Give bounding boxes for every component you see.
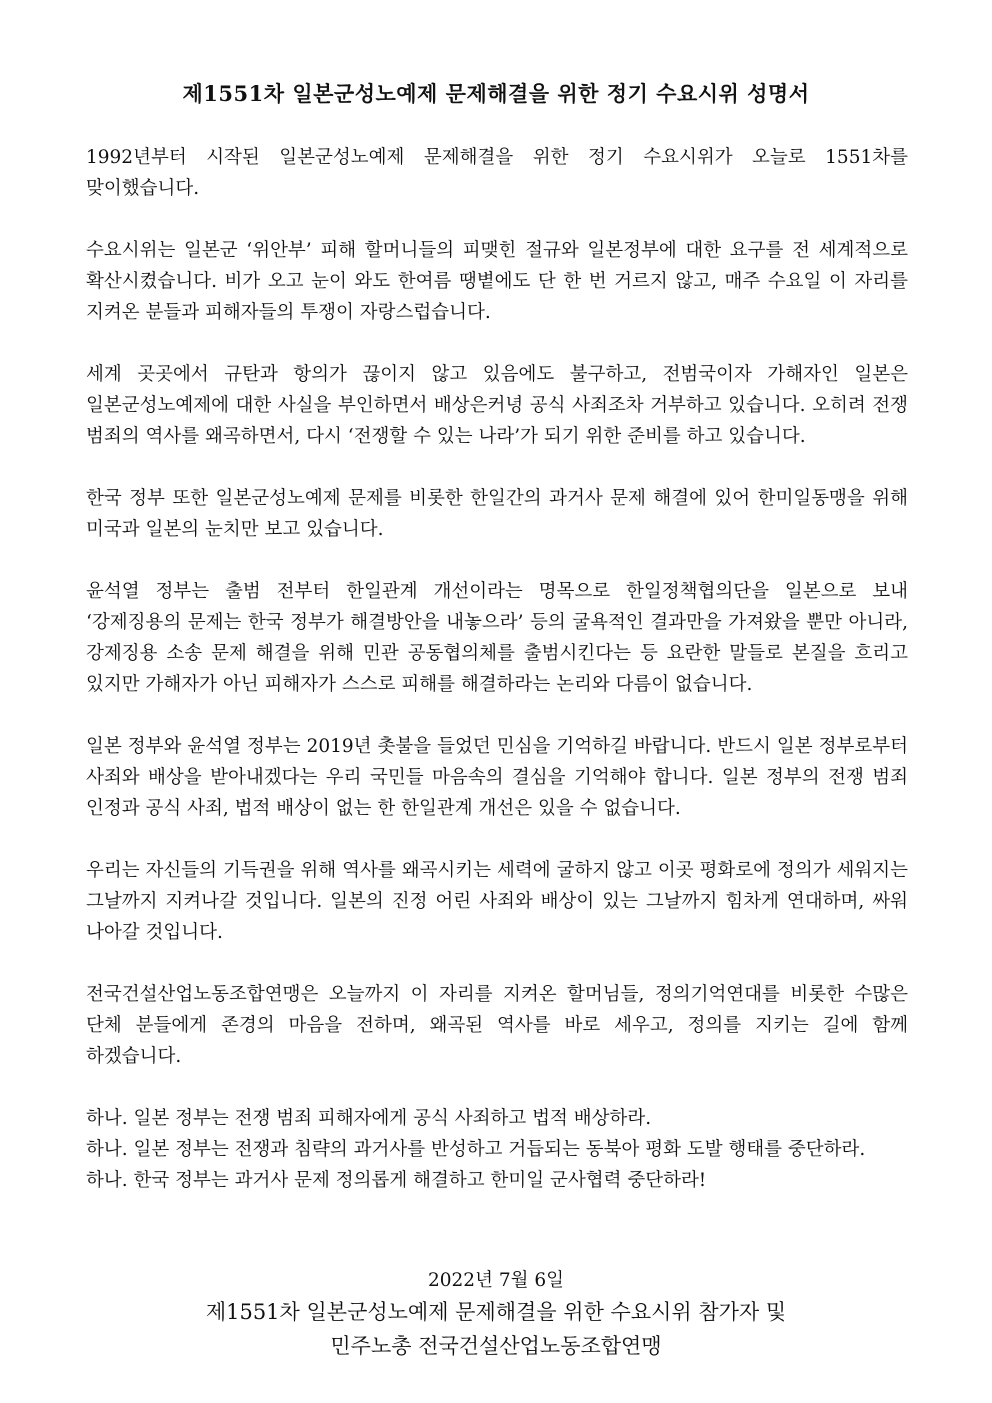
statement-date: 2022년 7월 6일	[428, 1270, 564, 1291]
signer-line-2: 민주노총 전국건설산업노동조합연맹	[330, 1334, 662, 1358]
paragraph-7: 우리는 자신들의 기득권을 위해 역사를 왜곡시키는 세력에 굴하지 않고 이곳 평화로에 정의가 세워지는 그날까지 지켜나갈 것입니다. 일본의 진정 어린 사죄와 배상이 있는 그날까지 힘차게 연대하며, 싸워 나아갈 것입니다.	[86, 860, 908, 943]
signer-line-1: 제1551차 일본군성노예제 문제해결을 위한 수요시위 참가자 및	[205, 1300, 787, 1324]
document-title: 제1551차 일본군성노예제 문제해결을 위한 정기 수요시위 성명서	[182, 81, 810, 106]
slogan-item: 하나. 한국 정부는 과거사 문제 정의롭게 해결하고 한미일 군사협력 중단하라!	[86, 1170, 707, 1191]
paragraph-6: 일본 정부와 윤석열 정부는 2019년 촛불을 들었던 민심을 기억하길 바랍니다. 반드시 일본 정부로부터 사죄와 배상을 받아내겠다는 우리 국민들 마음속의 결심을 기억해야 합니다. 일본 정부의 전쟁 범죄 인정과 공식 사죄, 법적 배상이 없는 한 한일관계 개선은 있을 수 없습니다.	[86, 736, 908, 819]
slogan-list	[86, 1103, 908, 1196]
slogan-item: 하나. 일본 정부는 전쟁 범죄 피해자에게 공식 사죄하고 법적 배상하라.	[86, 1108, 652, 1129]
paragraph-1: 1992년부터 시작된 일본군성노예제 문제해결을 위한 정기 수요시위가 오늘로 1551차를 맞이했습니다.	[86, 147, 908, 199]
slogan-item: 하나. 일본 정부는 전쟁과 침략의 과거사를 반성하고 거듭되는 동북아 평화 도발 행태를 중단하라.	[86, 1139, 866, 1160]
paragraph-8: 전국건설산업노동조합연맹은 오늘까지 이 자리를 지켜온 할머님들, 정의기억연대를 비롯한 수많은 단체 분들에게 존경의 마음을 전하며, 왜곡된 역사를 바로 세우고, 정의를 지키는 길에 함께 하겠습니다.	[86, 984, 908, 1067]
statement-body	[86, 142, 908, 1196]
paragraph-2: 수요시위는 일본군 ‘위안부’ 피해 할머니들의 피맺힌 절규와 일본정부에 대한 요구를 전 세계적으로 확산시켰습니다. 비가 오고 눈이 와도 한여름 땡볕에도 단 한 번 거르지 않고, 매주 수요일 이 자리를 지켜온 분들과 피해자들의 투쟁이 자랑스럽습니다.	[86, 240, 908, 323]
paragraph-3: 세계 곳곳에서 규탄과 항의가 끊이지 않고 있음에도 불구하고, 전범국이자 가해자인 일본은 일본군성노예제에 대한 사실을 부인하면서 배상은커녕 공식 사죄조차 거부하고 있습니다. 오히려 전쟁 범죄의 역사를 왜곡하면서, 다시 ‘전쟁할 수 있는 나라’가 되기 위한 준비를 하고 있습니다.	[86, 364, 908, 447]
paragraph-4: 한국 정부 또한 일본군성노예제 문제를 비롯한 한일간의 과거사 문제 해결에 있어 한미일동맹을 위해 미국과 일본의 눈치만 보고 있습니다.	[86, 488, 908, 540]
paragraph-5: 윤석열 정부는 출범 전부터 한일관계 개선이라는 명목으로 한일정책협의단을 일본으로 보내 ‘강제징용의 문제는 한국 정부가 해결방안을 내놓으라’ 등의 굴욕적인 결과만을 가져왔을 뿐만 아니라, 강제징용 소송 문제 해결을 위해 민관 공동협의체를 출범시킨다는 등 요란한 말들로 본질을 흐리고 있지만 가해자가 아닌 피해자가 스스로 피해를 해결하라는 논리와 다름이 없습니다.	[86, 581, 908, 695]
